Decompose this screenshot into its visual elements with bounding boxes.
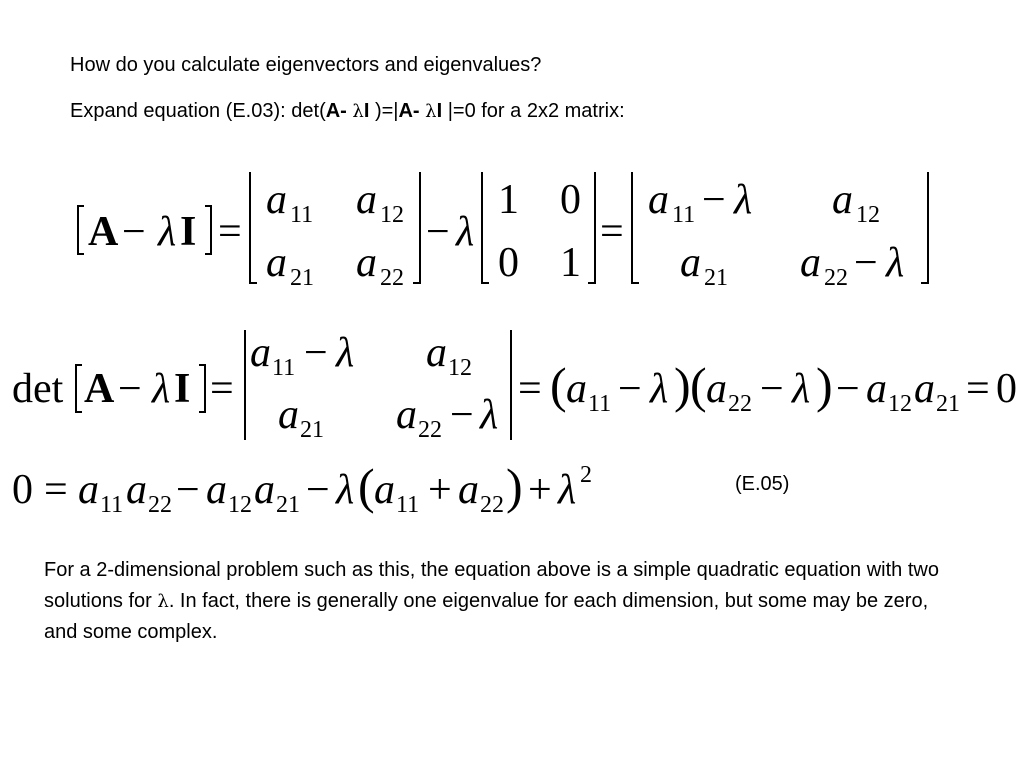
result-bracket-right [921, 172, 928, 283]
equals-sign: = [218, 209, 242, 255]
identity-entry: 0 [498, 240, 519, 286]
matrix-bracket-left [250, 172, 257, 283]
element-a: a [126, 467, 147, 513]
subscript: 11 [672, 202, 696, 228]
element-a: a [374, 467, 395, 513]
subscript: 12 [228, 492, 252, 518]
element-a: a [250, 330, 271, 376]
element-a: a [832, 177, 853, 223]
element-a: a [356, 240, 377, 286]
equation-characteristic [12, 458, 592, 518]
identity-bracket-left [482, 172, 489, 283]
matrix-A-label: A- [398, 100, 420, 122]
subscript: 22 [728, 391, 752, 417]
element-a: a [458, 467, 479, 513]
identity-I-label: I [363, 100, 370, 122]
identity-I-label: I [436, 100, 443, 122]
subscript: 11 [290, 202, 314, 228]
paragraph-text: . In fact, there is generally one eigenvalue for each dimension, but some may be zero, and some complex. [44, 590, 929, 643]
minus-sign: − [450, 392, 474, 438]
det-operator: det [12, 366, 64, 412]
minus-sign: − [760, 366, 784, 412]
equation-number: (E.05) [735, 473, 790, 495]
left-paren: ( [690, 357, 707, 413]
lambda-symbol: λ [480, 392, 499, 438]
identity-I: I [180, 209, 197, 255]
matrix-A-label: A- [325, 100, 347, 122]
minus-sign: − [618, 366, 642, 412]
lambda-symbol: λ [650, 366, 669, 412]
equals-sign: = [966, 366, 990, 412]
equals-sign: = [44, 467, 68, 513]
plus-sign: + [428, 467, 452, 513]
lambda-symbol: λ [157, 591, 169, 612]
right-square-bracket [199, 365, 205, 412]
right-paren: ) [816, 357, 833, 413]
subscript: 11 [396, 492, 420, 518]
element-a: a [566, 366, 587, 412]
matrix-bracket-right [413, 172, 420, 283]
result-bracket-left [632, 172, 639, 283]
lambda-symbol: λ [352, 101, 364, 122]
element-a: a [278, 392, 299, 438]
minus-sign: − [854, 240, 878, 286]
subscript: 21 [276, 492, 300, 518]
subscript: 21 [290, 265, 314, 291]
minus-sign: − [426, 209, 450, 255]
explanation-paragraph [44, 555, 944, 648]
lambda-symbol: λ [792, 366, 811, 412]
equals-sign: = [600, 209, 624, 255]
question-heading: How do you calculate eigenvectors and eigenvalues? [70, 54, 542, 76]
subscript: 11 [588, 391, 612, 417]
lambda-symbol: λ [152, 366, 171, 412]
equals-sign: = [210, 366, 234, 412]
subscript: 12 [888, 391, 912, 417]
identity-I: I [174, 366, 191, 412]
zero: 0 [996, 366, 1017, 412]
lambda-symbol: λ [425, 101, 437, 122]
element-a: a [800, 240, 821, 286]
subscript: 22 [824, 265, 848, 291]
equals-sign: = [518, 366, 542, 412]
identity-entry: 1 [560, 240, 581, 286]
minus-sign: − [122, 209, 146, 255]
paragraph-text: For a 2-dimensional problem such as this, the equation above is a simple quadratic equation with two solutions for [44, 559, 939, 612]
minus-sign: − [702, 177, 726, 223]
expand-mid: )=| [369, 100, 399, 122]
plus-sign: + [528, 467, 552, 513]
element-a: a [914, 366, 935, 412]
expand-prefix: Expand equation (E.03): det( [70, 100, 326, 122]
subscript: 21 [300, 417, 324, 443]
lambda-symbol: λ [734, 177, 753, 223]
right-square-bracket [205, 206, 211, 254]
lambda-symbol: λ [158, 209, 177, 255]
expand-suffix: |=0 for a 2x2 matrix: [442, 100, 625, 122]
lambda-symbol: λ [336, 467, 355, 513]
element-a: a [706, 366, 727, 412]
subscript: 22 [480, 492, 504, 518]
element-a: a [254, 467, 275, 513]
subscript: 22 [418, 417, 442, 443]
lambda-symbol: λ [456, 209, 475, 255]
lambda-symbol: λ [558, 467, 577, 513]
subscript: 22 [380, 265, 404, 291]
subscript: 12 [380, 202, 404, 228]
identity-bracket-right [588, 172, 595, 283]
left-paren: ( [550, 357, 567, 413]
element-a: a [680, 240, 701, 286]
subscript: 22 [148, 492, 172, 518]
subscript: 21 [704, 265, 728, 291]
element-a: a [396, 392, 417, 438]
minus-sign: − [176, 467, 200, 513]
element-a: a [266, 240, 287, 286]
element-a: a [206, 467, 227, 513]
subscript: 11 [272, 355, 296, 381]
zero: 0 [12, 467, 33, 513]
identity-entry: 0 [560, 177, 581, 223]
minus-sign: − [836, 366, 860, 412]
right-paren: ) [674, 357, 691, 413]
matrix-A: A [88, 209, 119, 255]
right-paren: ) [506, 458, 523, 514]
element-a: a [866, 366, 887, 412]
minus-sign: − [306, 467, 330, 513]
element-a: a [426, 330, 447, 376]
matrix-A: A [84, 366, 115, 412]
minus-sign: − [304, 330, 328, 376]
subscript: 11 [100, 492, 124, 518]
left-paren: ( [358, 458, 375, 514]
subscript: 12 [448, 355, 472, 381]
identity-entry: 1 [498, 177, 519, 223]
lambda-symbol: λ [886, 240, 905, 286]
subscript: 21 [936, 391, 960, 417]
subscript: 12 [856, 202, 880, 228]
lambda-symbol: λ [336, 330, 355, 376]
element-a: a [266, 177, 287, 223]
element-a: a [356, 177, 377, 223]
minus-sign: − [118, 366, 142, 412]
element-a: a [648, 177, 669, 223]
superscript: 2 [580, 462, 592, 488]
left-square-bracket [76, 365, 82, 412]
element-a: a [78, 467, 99, 513]
left-square-bracket [78, 206, 84, 254]
